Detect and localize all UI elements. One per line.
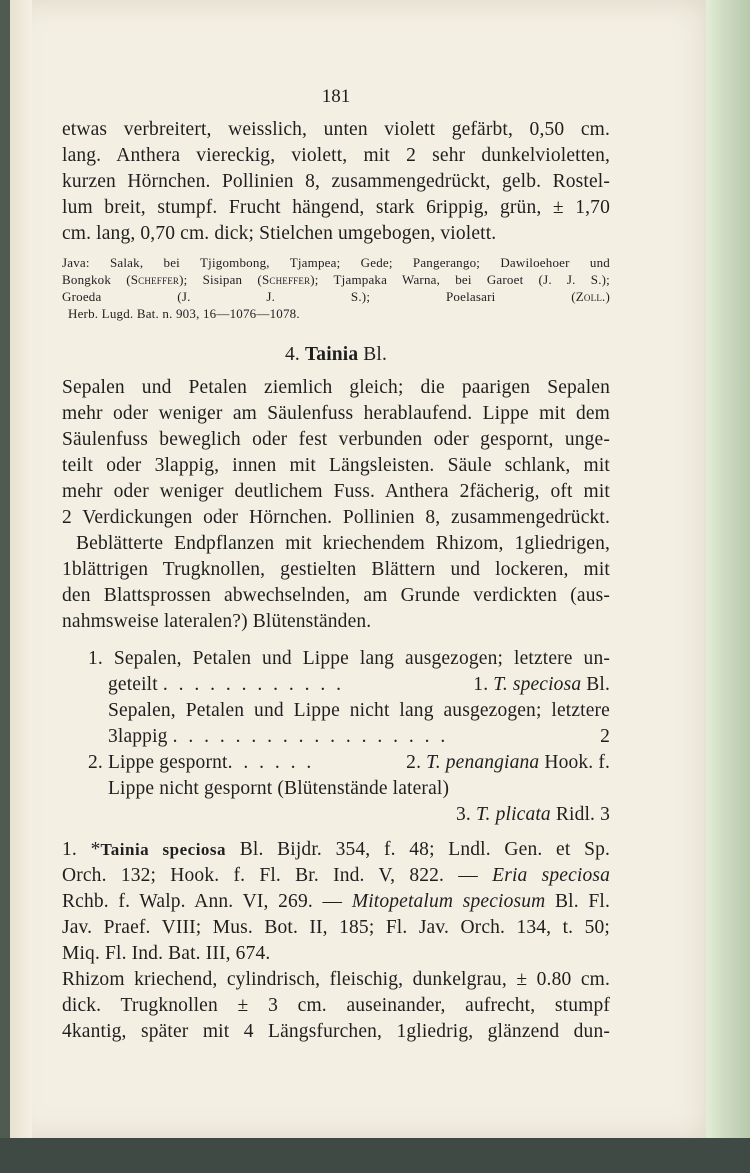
- citation-line: Jav. Praef. VIII; Mus. Bot. II, 185; Fl. Jav. Orch. 134, t. 50;: [62, 917, 610, 938]
- text-line: kurzen Hörnchen. Pollinien 8, zusammengedrückt, gelb. Rostel-: [62, 171, 610, 192]
- text-line: Sepalen und Petalen ziemlich gleich; die paarigen Sepalen: [62, 377, 610, 398]
- key-line: 1. Sepalen, Petalen und Lippe lang ausgezogen; letztere un-: [88, 648, 610, 669]
- text-line: teilt oder 3lappig, innen mit Längsleisten. Säule schlank, mit: [62, 455, 610, 476]
- locality-line: Bongkok (Scheffer); Sisipan (Scheffer); Tjampaka Warna, bei Garoet (J. J. S.);: [62, 272, 610, 287]
- genus-heading: 4. Tainia Bl.: [284, 344, 388, 365]
- page-number: 181: [321, 86, 351, 107]
- text-line: 2 Verdickungen oder Hörnchen. Pollinien 8, zusammengedrückt.: [62, 507, 610, 528]
- citation-line: Orch. 132; Hook. f. Fl. Br. Ind. V, 822. — Eria speciosa: [62, 865, 610, 886]
- text-line: dick. Trugknollen ± 3 cm. auseinander, aufrecht, stumpf: [62, 995, 610, 1016]
- text-line: cm. lang, 0,70 cm. dick; Stielchen umgebogen, violett.: [62, 223, 497, 244]
- page-edge: [706, 0, 750, 1140]
- text-line: lang. Anthera viereckig, violett, mit 2 sehr dunkelvioletten,: [62, 145, 610, 166]
- text-line: mehr oder weniger deutlichem Fuss. Anthera 2fächerig, oft mit: [62, 481, 610, 502]
- citation-line: Rchb. f. Walp. Ann. VI, 269. — Mitopetalum speciosum Bl. Fl.: [62, 891, 611, 912]
- text-line: Rhizom kriechend, cylindrisch, fleischig, dunkelgrau, ± 0.80 cm.: [62, 969, 610, 990]
- key-line: 3lappig . . . . . . . . . . . . . . . . . . 2: [108, 726, 610, 747]
- page-gutter-shadow: [10, 0, 32, 1140]
- book-cover-edge: [0, 1138, 750, 1173]
- key-line: Lippe nicht gespornt (Blütenstände lateral): [108, 778, 450, 799]
- text-line: 1blättrigen Trugknollen, gestielten Blättern und lockeren, mit: [62, 559, 610, 580]
- locality-line: Java: Salak, bei Tjigombong, Tjampea; Gede; Pangerango; Dawiloehoer und: [62, 255, 610, 270]
- text-line: Säulenfuss beweglich oder fest verbunden oder gespornt, unge-: [62, 429, 610, 450]
- species-entry: 1. *Tainia speciosa Bl. Bijdr. 354, f. 48; Lndl. Gen. et Sp.: [62, 839, 610, 860]
- herbarium-line: Herb. Lugd. Bat. n. 903, 16—1076—1078.: [68, 306, 300, 321]
- text-line: nahmsweise lateralen?) Blütenständen.: [62, 611, 372, 632]
- locality-line: Groeda (J. J. S.); Poelasari (Zoll.): [62, 289, 610, 304]
- key-line: geteilt . . . . . . . . . . . . 1. T. speciosa Bl.: [108, 674, 610, 695]
- text-line: etwas verbreitert, weisslich, unten violett gefärbt, 0,50 cm.: [62, 119, 610, 140]
- text-line: Beblätterte Endpflanzen mit kriechendem Rhizom, 1gliedrigen,: [76, 533, 610, 554]
- text-line: den Blattsprossen abwechselnden, am Grunde verdickten (aus-: [62, 585, 610, 606]
- citation-line: Miq. Fl. Ind. Bat. III, 674.: [62, 943, 271, 964]
- key-line: Sepalen, Petalen und Lippe nicht lang ausgezogen; letztere: [108, 700, 610, 721]
- key-line: 2. Lippe gespornt. . . . . . 2. T. penangiana Hook. f.: [88, 752, 610, 773]
- text-line: 4kantig, später mit 4 Längsfurchen, 1gliedrig, glänzend dun-: [62, 1021, 610, 1042]
- text-line: lum breit, stumpf. Frucht hängend, stark 6rippig, grün, ± 1,70: [62, 197, 610, 218]
- text-line: mehr oder weniger am Säulenfuss herablaufend. Lippe mit dem: [62, 403, 610, 424]
